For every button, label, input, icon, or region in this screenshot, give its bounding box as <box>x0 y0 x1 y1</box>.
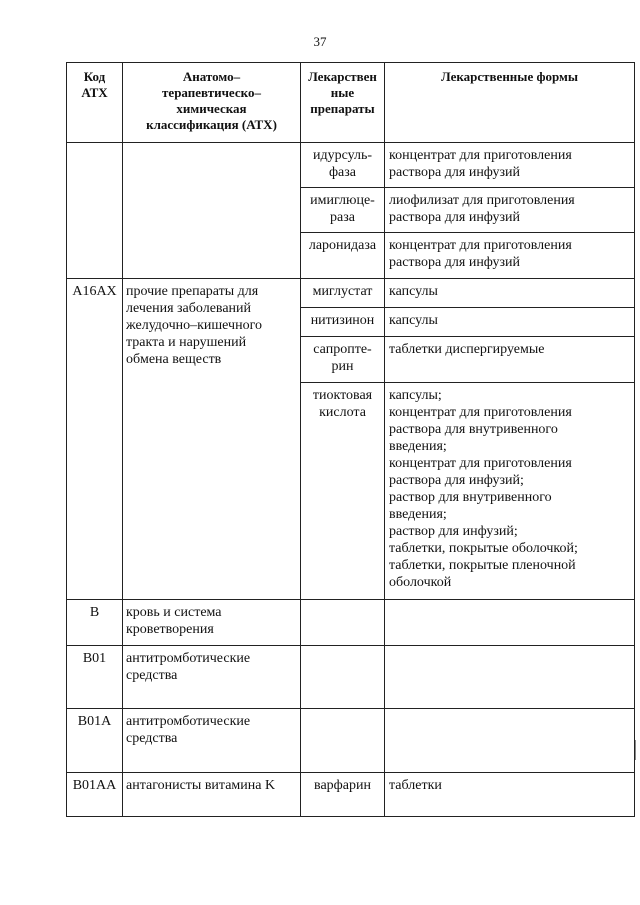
drug-cell: миглустат <box>301 279 385 308</box>
header-row <box>67 63 635 143</box>
forms-cell: концентрат для приготовления раствора для инфузий <box>385 143 635 188</box>
drug-cell: нитизинон <box>301 308 385 337</box>
atc-cell: антагонисты витамина K <box>123 773 301 817</box>
atc-cell <box>123 143 301 279</box>
forms-cell <box>385 709 635 773</box>
code-cell: B01A <box>67 709 123 773</box>
forms-cell <box>385 600 635 646</box>
code-cell: A16AX <box>67 279 123 600</box>
forms-cell: концентрат для приготовления раствора для инфузий <box>385 233 635 279</box>
table-row <box>67 646 635 709</box>
code-cell <box>67 143 123 279</box>
code-cell: B <box>67 600 123 646</box>
forms-cell: таблетки <box>385 773 635 817</box>
table-row <box>67 709 635 773</box>
header-atc: Анатомо– терапевтическо– химическая классификация (АТХ) <box>123 63 301 143</box>
drug-cell: ларонидаза <box>301 233 385 279</box>
header-drugs: Лекарствен ные препараты <box>301 63 385 143</box>
drug-cell: сапропте- рин <box>301 337 385 383</box>
atc-cell: антитромботические средства <box>123 709 301 773</box>
drug-cell <box>301 600 385 646</box>
forms-cell: капсулы <box>385 279 635 308</box>
forms-cell: капсулы; концентрат для приготовления раствора для внутривенного введения; концентрат для приготовления раствора для инфузий; раствор для внутривенного введения; раствор для инфузий; таблетки, покрытые оболочкой; таблетки, покрытые пленочной оболочкой <box>385 383 635 600</box>
drug-cell: идурсуль- фаза <box>301 143 385 188</box>
drug-cell: имиглюце- раза <box>301 188 385 233</box>
drug-cell: тиоктовая кислота <box>301 383 385 600</box>
header-code: Код АТХ <box>67 63 123 143</box>
forms-cell: лиофилизат для приготовления раствора для инфузий <box>385 188 635 233</box>
drug-table <box>66 62 635 817</box>
code-cell: B01 <box>67 646 123 709</box>
table-row <box>67 279 635 308</box>
forms-cell: таблетки диспергируемые <box>385 337 635 383</box>
atc-cell: антитромботические средства <box>123 646 301 709</box>
drug-cell <box>301 709 385 773</box>
drug-cell <box>301 646 385 709</box>
header-forms: Лекарственные формы <box>385 63 635 143</box>
table-row <box>67 143 635 188</box>
forms-cell: капсулы <box>385 308 635 337</box>
table-row <box>67 773 635 817</box>
forms-cell <box>385 646 635 709</box>
table-row <box>67 600 635 646</box>
atc-cell: кровь и система кроветворения <box>123 600 301 646</box>
code-cell: B01AA <box>67 773 123 817</box>
page-number: 37 <box>313 34 327 49</box>
drug-cell: варфарин <box>301 773 385 817</box>
scan-mark <box>635 740 636 760</box>
atc-cell: прочие препараты для лечения заболеваний желудочно–кишечного тракта и нарушений обмена веществ <box>123 279 301 600</box>
